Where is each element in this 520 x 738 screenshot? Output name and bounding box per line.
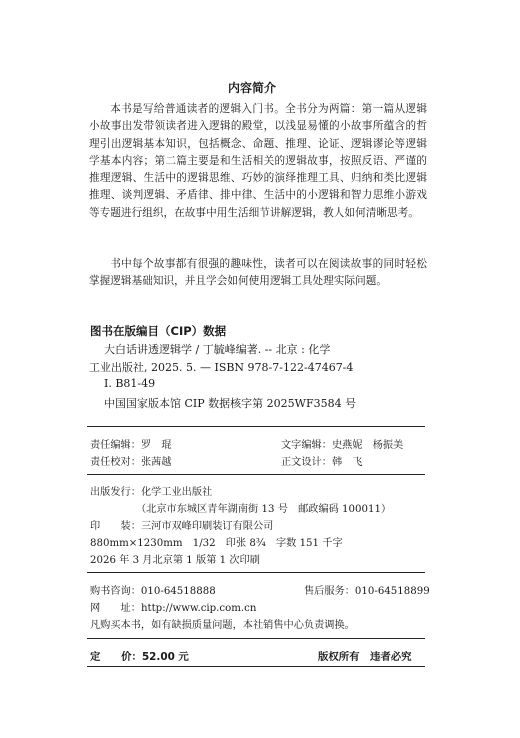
summary-paragraph-1: 本书是写给普通读者的逻辑入门书。全书分为两篇：第一篇从逻辑小故事出发带领读者进入逻辑的殿堂，以浅显易懂的小故事所蕴含的哲理引出逻辑基本知识，包括概念、命题、推理、论证、逻辑谬论等逻辑学基本内容；第二篇主要是和生活相关的逻辑故事，按照反语、严谨的推理逻辑、生活中的逻辑思维、巧妙的演绎推理工具、归纳和类比逻辑推理、谈判逻辑、矛盾律、排中律、生活中的小逻辑和智力思维小游戏等专题进行组织，在故事中用生活细节讲解逻辑，教人如何清晰思考。 <box>89 103 427 219</box>
text-editor-credit <box>281 436 403 451</box>
publisher-address: （北京市东城区青年湖南街 13 号 邮政编码 100011） <box>136 504 392 515</box>
website-label: 网 址： <box>90 603 141 614</box>
purchase-hotline: 购书咨询：010-64518888 <box>90 586 216 597</box>
printer-label: 印 装： <box>90 521 141 532</box>
text-editor-name: 史燕妮 杨振美 <box>331 440 404 451</box>
copyright-notice: 版权所有 违者必究 <box>318 651 412 663</box>
proofreader-label: 责任校对： <box>90 457 141 468</box>
service-hotline: 售后服务：010-64518899 <box>304 586 430 597</box>
editor-label: 责任编辑： <box>90 440 141 451</box>
edition-info: 2026 年 3 月北京第 1 版第 1 次印刷 <box>90 555 260 566</box>
price-info <box>90 648 189 663</box>
editor-credit <box>90 436 172 451</box>
summary-paragraph-2: 书中每个故事都有很强的趣味性，读者可以在阅读故事的同时轻松掌握逻辑基础知识，并且学会如何使用逻辑工具处理实际问题。 <box>89 258 427 288</box>
divider-rule <box>87 474 425 475</box>
price-label: 定 价： <box>90 651 142 663</box>
book-specs: 880mm×1230mm 1/32 印张 8¾ 字数 151 千字 <box>90 538 343 549</box>
layout-designer-credit <box>281 453 363 468</box>
cip-line-publisher: 工业出版社, 2025. 5. — ISBN 978-7-122-47467-4 <box>89 361 354 374</box>
publisher-name: 化学工业出版社 <box>140 487 213 498</box>
publisher-info <box>90 483 212 498</box>
cip-line-title: 大白话讲透逻辑学 / 丁毓峰编著. -- 北京 : 化学 <box>104 343 331 356</box>
publisher-label: 出版发行： <box>90 487 141 498</box>
divider-rule <box>87 638 425 639</box>
website-info <box>90 599 256 614</box>
cip-line-class: Ⅰ. B81-49 <box>104 377 156 390</box>
website-url[interactable]: http://www.cip.com.cn <box>140 603 257 614</box>
proofreader-name: 张茜越 <box>140 457 172 468</box>
layout-designer-name: 韩 飞 <box>331 457 363 468</box>
cip-heading: 图书在版编目（CIP）数据 <box>90 324 227 338</box>
summary-title: 内容简介 <box>228 81 277 95</box>
divider-rule <box>87 666 425 667</box>
divider-rule <box>87 426 425 427</box>
editor-name: 罗 琨 <box>140 440 172 451</box>
proofreader-credit <box>90 453 172 468</box>
replacement-notice: 凡购买本书，如有缺损质量问题，本社销售中心负责调换。 <box>90 620 355 631</box>
price-value: 52.00 元 <box>141 651 189 663</box>
printer-info <box>90 517 273 532</box>
layout-designer-label: 正文设计： <box>281 457 332 468</box>
divider-rule <box>87 572 425 573</box>
printer-name: 三河市双峰印刷装订有限公司 <box>140 521 274 532</box>
cip-line-record: 中国国家版本馆 CIP 数据核字第 2025WF3584 号 <box>104 397 357 410</box>
text-editor-label: 文字编辑： <box>281 440 332 451</box>
